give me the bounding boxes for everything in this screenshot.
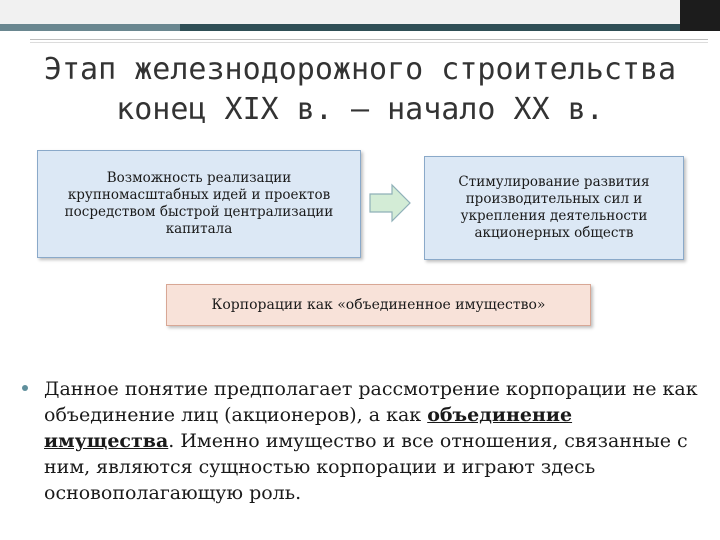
bottom-box xyxy=(166,284,591,326)
arrow-right-icon xyxy=(368,183,412,223)
title-line-1: Этап железнодорожного строительства xyxy=(43,52,677,87)
bullet-paragraph xyxy=(22,376,702,506)
bullet-text-emphasis: объединение имущества xyxy=(44,404,573,452)
top-decorative-band xyxy=(0,0,720,24)
bottom-box-text: Корпорации как «объединенное имущество» xyxy=(211,296,546,313)
slide-title xyxy=(20,50,700,130)
bullet-text-part-1: Данное понятие предполагает рассмотрение корпорации не как объединение лиц (акционеров), а как xyxy=(44,378,698,426)
top-accent-bar-light xyxy=(0,24,180,31)
top-dark-corner xyxy=(680,0,720,31)
left-box xyxy=(37,150,361,258)
title-rule xyxy=(30,39,708,40)
bullet-text xyxy=(44,376,702,506)
bullet-dot-icon xyxy=(22,385,28,391)
right-box-text: Стимулирование развития производительных сил и укрепления деятельности акционерных обществ xyxy=(458,174,650,241)
bullet-text-part-2: . Именно имущество и все отношения, связанные с ним, являются сущностью корпорации и играют здесь основополагающую роль. xyxy=(44,430,688,504)
right-box xyxy=(424,156,684,260)
left-box-text: Возможность реализации крупномасштабных идей и проектов посредством быстрой централизации капитала xyxy=(64,170,334,237)
title-rule-secondary xyxy=(30,42,708,43)
title-line-2: конец XIX в. – начало XX в. xyxy=(116,92,604,127)
